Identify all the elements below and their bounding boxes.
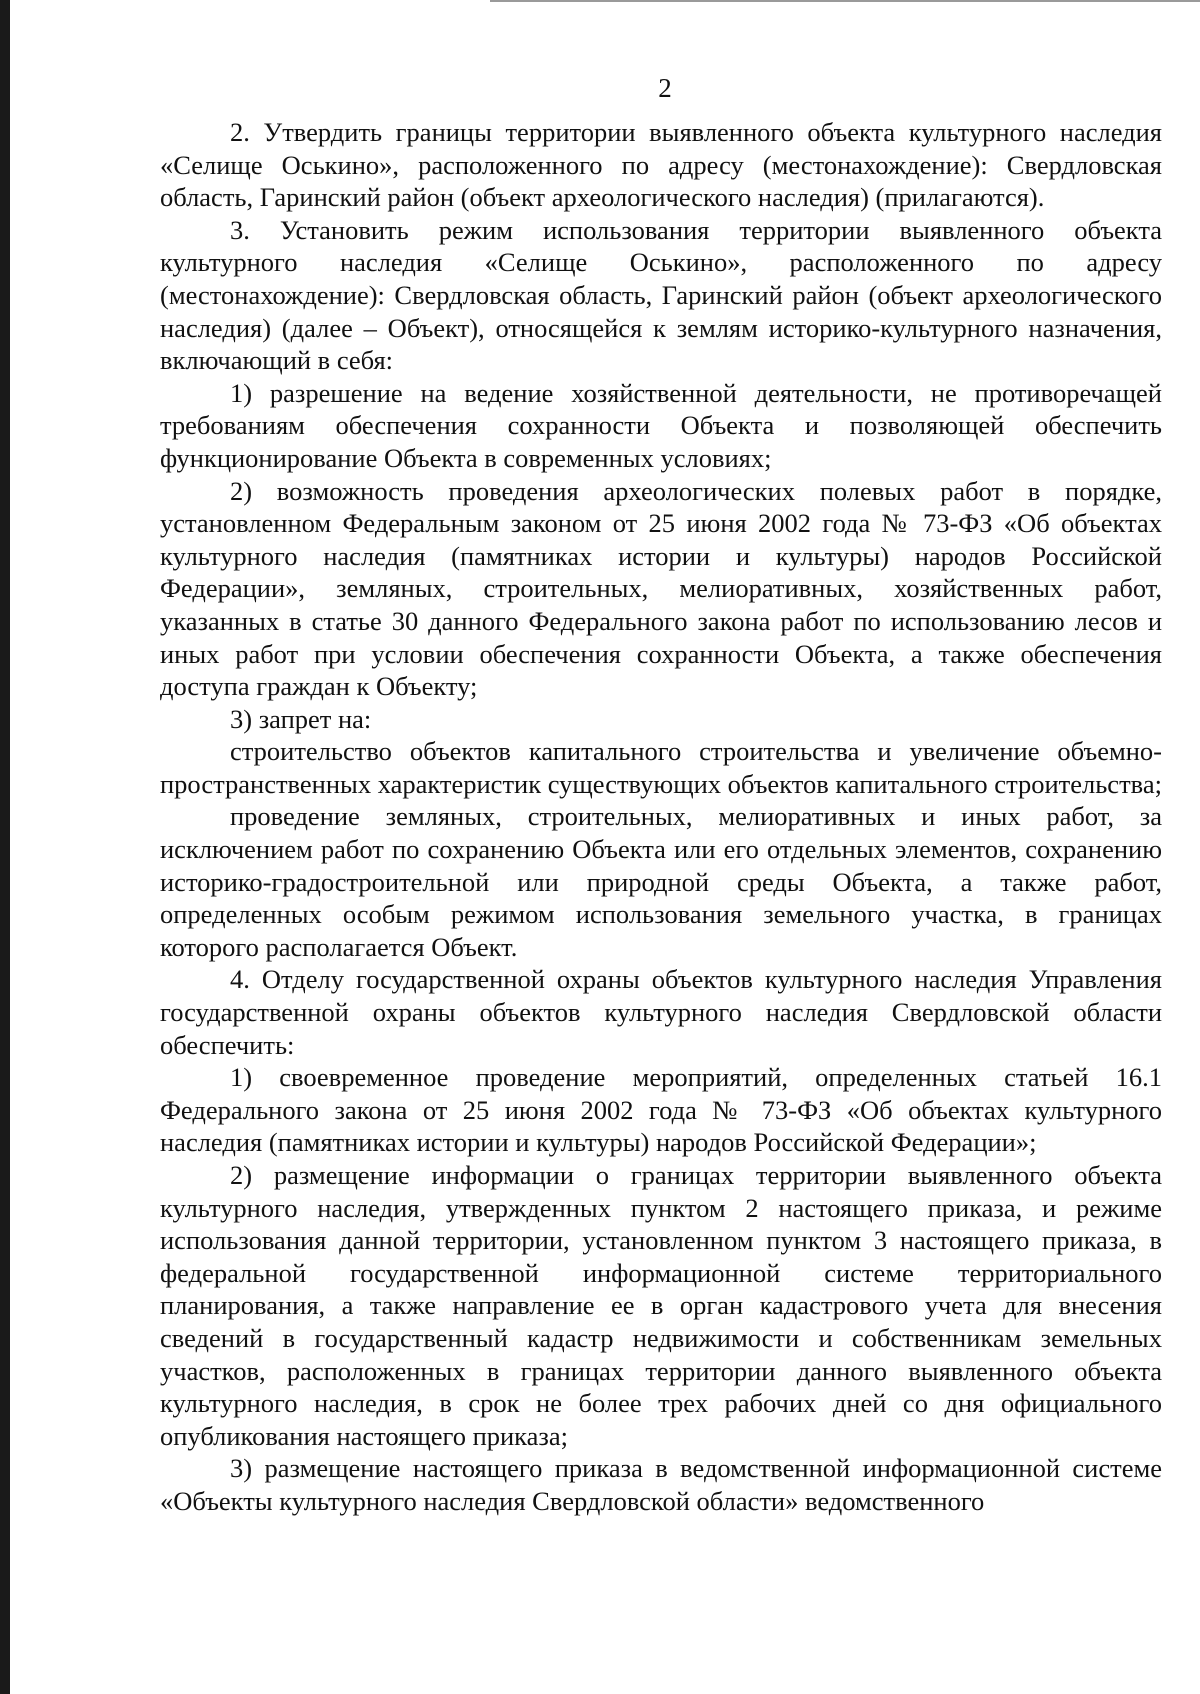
paragraph-subitem-2-publication: 2) размещение информации о границах территории выявленного объекта культурного наследия, утвержденных пунктом 2 настоящего приказа, и режиме использования данной территории, установленном пунктом 3 настоящего приказа, в федеральной государственной информационной системе территориального планирования, а также направление ее в орган кадастрового учета для внесения сведений в государственный кадастр недвижимости и собственникам земельных участков, расположенных в границах территории данного выявленного объекта культурного наследия, в срок не более трех рабочих дней со дня официального опубликования настоящего приказа; <box>160 1160 1162 1451</box>
paragraph-item-3-regime: 3. Установить режим использования территории выявленного объекта культурного наследия «Селище Оськино», расположенного по адресу (местонахождение): Свердловская область, Гаринский район (объект археологического наследия) (далее – Объект), относящейся к землям историко-культурного назначения, включающий в себя: <box>160 214 1162 376</box>
paragraph-subitem-2-possibility: 2) возможность проведения археологических полевых работ в порядке, установленном Федеральным законом от 25 июня 2002 года № 73-ФЗ «Об объектах культурного наследия (памятниках истории и культуры) народов Российской Федерации», земляных, строительных, мелиоративных, хозяйственных работ, указанных в статье 30 данного Федерального закона работ по использованию лесов и иных работ при условии обеспечения сохранности Объекта, а также обеспечения доступа граждан к Объекту; <box>160 475 1162 702</box>
paragraph-ban-works: проведение земляных, строительных, мелиоративных и иных работ, за исключением работ по сохранению Объекта или его отдельных элементов, сохранению историко-градостроительной или природной среды Объекта, а также работ, определенных особым режимом использования земельного участка, в границах которого располагается Объект. <box>160 801 1162 962</box>
paragraph-item-2-borders: 2. Утвердить границы территории выявленного объекта культурного наследия «Селище Оськино», расположенного по адресу (местонахождение): Свердловская область, Гаринский район (объект археологического наследия) (прилагаются). <box>160 117 1162 213</box>
paragraph-subitem-3-posting: 3) размещение настоящего приказа в ведомственной информационной системе «Объекты культурного наследия Свердловской области» ведомственного <box>160 1453 1162 1516</box>
paragraph-subitem-1-measures: 1) своевременное проведение мероприятий, определенных статьей 16.1 Федерального закона от 25 июня 2002 года № 73-ФЗ «Об объектах культурного наследия (памятниках истории и культуры) народов Российской Федерации»; <box>160 1062 1162 1158</box>
document-body <box>160 116 1162 1518</box>
paragraph-ban-construction: строительство объектов капитального строительства и увеличение объемно-пространственных характеристик существующих объектов капитального строительства; <box>160 736 1162 799</box>
page-number: 2 <box>658 73 672 103</box>
scan-edge-left <box>0 0 10 1694</box>
paragraph-subitem-1-permission: 1) разрешение на ведение хозяйственной деятельности, не противоречащей требованиям обеспечения сохранности Объекта и позволяющей обеспечить функционирование Объекта в современных условиях; <box>160 377 1162 473</box>
paragraph-subitem-3-ban: 3) запрет на: <box>230 703 372 734</box>
scan-edge-top <box>490 0 1200 2</box>
paragraph-item-4-department: 4. Отделу государственной охраны объектов культурного наследия Управления государственной охраны объектов культурного наследия Свердловской области обеспечить: <box>160 964 1162 1060</box>
